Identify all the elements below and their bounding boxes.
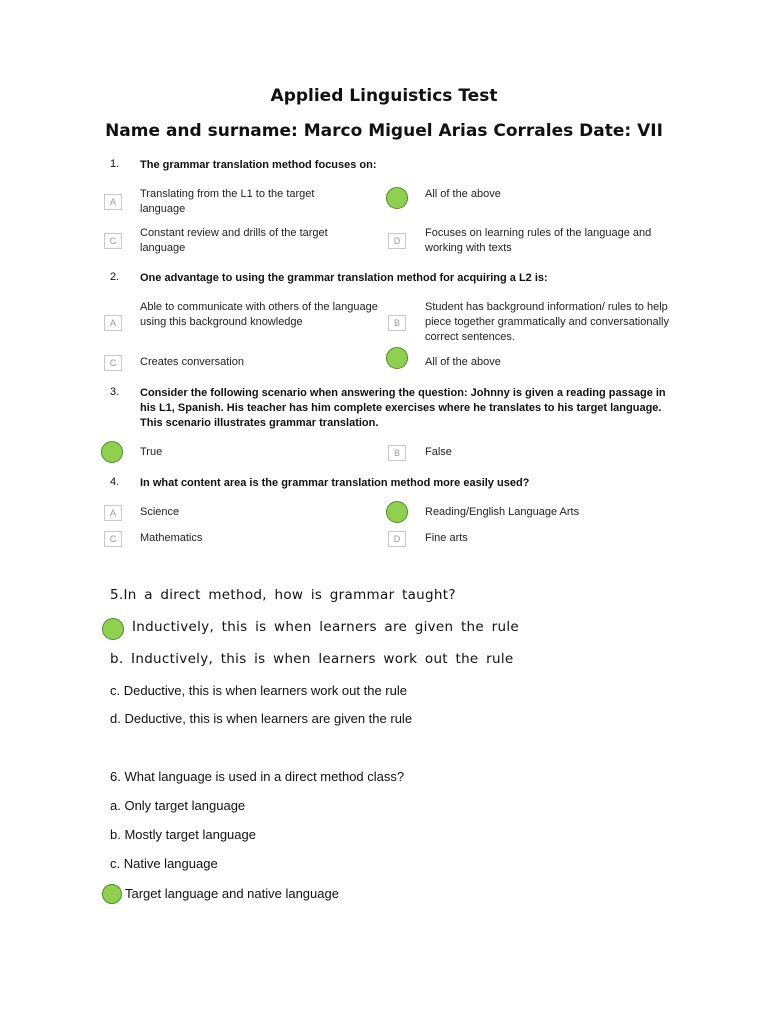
question-6-option-a: a. Only target language xyxy=(110,798,246,813)
question-4-number: 4. xyxy=(110,476,120,488)
selected-answer-dot[interactable] xyxy=(101,441,123,463)
option-box-c[interactable]: C xyxy=(104,531,122,547)
option-box-d[interactable]: D xyxy=(388,233,406,249)
question-6-option-c: c. Native language xyxy=(110,856,218,871)
name-date-line: Name and surname: Marco Miguel Arias Corrales Date: VII xyxy=(105,121,663,141)
selected-answer-dot[interactable] xyxy=(386,347,408,369)
question-4-option-c: Mathematics xyxy=(140,532,203,544)
option-box-c[interactable]: C xyxy=(104,355,122,371)
question-5-option-d: d. Deductive, this is when learners are given the rule xyxy=(110,711,413,726)
option-box-a[interactable]: A xyxy=(104,505,122,521)
option-box-d[interactable]: D xyxy=(388,531,406,547)
question-5-option-c: c. Deductive, this is when learners work out the rule xyxy=(110,683,407,698)
option-box-b[interactable]: B xyxy=(388,315,406,331)
question-1-text: The grammar translation method focuses on: xyxy=(140,159,377,171)
option-box-a[interactable]: A xyxy=(104,194,122,210)
question-5-option-b: b. Inductively, this is when learners work out the rule xyxy=(110,651,514,667)
question-1-option-d: Focuses on learning rules of the language and working with texts xyxy=(425,227,652,254)
question-1-number: 1. xyxy=(110,158,120,170)
question-3-text: Consider the following scenario when answering the question: Johnny is given a reading passage in his L1, Spanish. His teacher has him complete exercises where he translates to his target language. This scenario illustrates grammar translation. xyxy=(140,387,666,429)
question-6-option-d: Target language and native language xyxy=(125,886,339,901)
selected-answer-dot[interactable] xyxy=(386,187,408,209)
selected-answer-dot[interactable] xyxy=(102,618,124,640)
option-box-b[interactable]: B xyxy=(388,445,406,461)
option-box-a[interactable]: A xyxy=(104,315,122,331)
question-1-option-a: Translating from the L1 to the target language xyxy=(140,188,315,215)
question-6-text: 6. What language is used in a direct method class? xyxy=(110,769,405,784)
question-1-option-b: All of the above xyxy=(425,188,501,200)
question-2-option-c: Creates conversation xyxy=(140,356,244,368)
option-box-c[interactable]: C xyxy=(104,233,122,249)
question-5-option-a: Inductively, this is when learners are given the rule xyxy=(132,619,519,635)
question-2-option-a: Able to communicate with others of the language using this background knowledge xyxy=(140,301,378,328)
question-4-option-d: Fine arts xyxy=(425,532,468,544)
question-3-number: 3. xyxy=(110,386,120,398)
question-2-number: 2. xyxy=(110,271,120,283)
selected-answer-dot[interactable] xyxy=(386,501,408,523)
page-title: Applied Linguistics Test xyxy=(270,86,498,106)
selected-answer-dot[interactable] xyxy=(102,884,122,904)
question-5-text: 5.In a direct method, how is grammar taught? xyxy=(110,587,456,603)
question-2-option-d: All of the above xyxy=(425,356,501,368)
question-4-text: In what content area is the grammar translation method more easily used? xyxy=(140,477,530,489)
question-4-option-b: Reading/English Language Arts xyxy=(425,506,580,518)
question-2-text: One advantage to using the grammar translation method for acquiring a L2 is: xyxy=(140,272,548,284)
question-6-option-b: b. Mostly target language xyxy=(110,827,256,842)
question-2-option-b: Student has background information/ rules to help piece together grammatically and conversationally correct sentences. xyxy=(425,301,669,343)
question-4-option-a: Science xyxy=(140,506,180,518)
question-3-option-b: False xyxy=(425,446,452,458)
question-1-option-c: Constant review and drills of the target language xyxy=(140,227,328,254)
question-3-option-a: True xyxy=(140,446,163,458)
